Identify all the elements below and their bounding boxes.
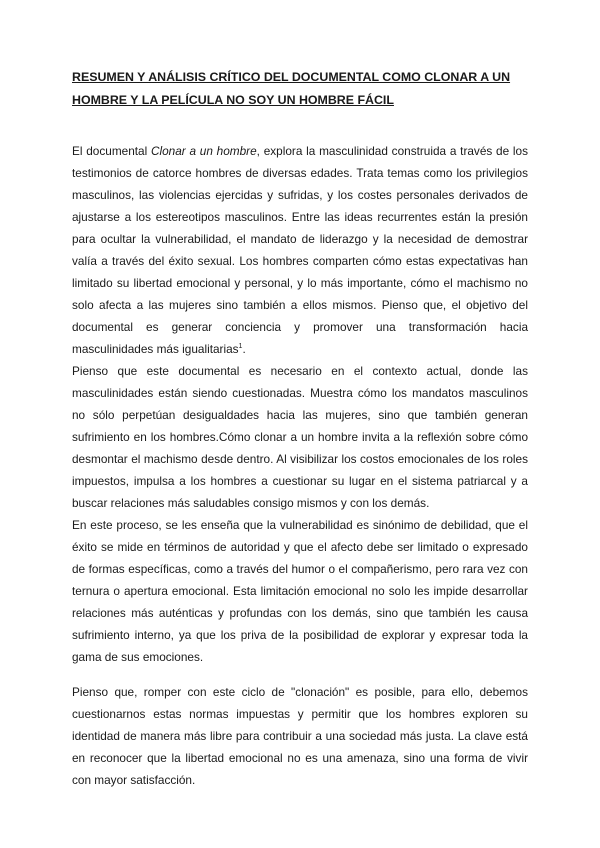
paragraph-1 (72, 140, 528, 360)
paragraph-3: En este proceso, se les enseña que la vulnerabilidad es sinónimo de debilidad, que el éxito se mide en términos de autoridad y que el afecto debe ser limitado o expresado de formas específicas, como a través del humor o el compañerismo, pero rara vez con ternura o apertura emocional. Esta limitación emocional no solo les impide desarrollar relaciones más auténticas y profundas con los demás, sino que también les causa sufrimiento interno, ya que los priva de la posibilidad de explorar y expresar toda la gama de sus emociones. (72, 518, 528, 664)
paragraph-2: Pienso que este documental es necesario en el contexto actual, donde las masculinidades están siendo cuestionadas. Muestra cómo los mandatos masculinos no sólo perpetúan desigualdades hacia las mujeres, sino que también generan sufrimiento en los hombres.Cómo clonar a un hombre invita a la reflexión sobre cómo desmontar el machismo desde dentro. Al visibilizar los costos emocionales de los roles impuestos, impulsa a los hombres a cuestionar su lugar en el sistema patriarcal y a buscar relaciones más saludables consigo mismos y con los demás. (72, 364, 528, 510)
document-title: RESUMEN Y ANÁLISIS CRÍTICO DEL DOCUMENTAL COMO CLONAR A UN HOMBRE Y LA PELÍCULA NO SOY UN HOMBRE FÁCIL (72, 70, 511, 107)
documentary-title-italic: Clonar a un hombre (150, 144, 257, 158)
paragraph-1-end: . (242, 342, 246, 356)
paragraph-4: Pienso que, romper con este ciclo de "clonación" es posible, para ello, debemos cuestionarnos estas normas impuestas y permitir que los hombres exploren su identidad de manera más libre para contribuir a una sociedad más justa. La clave está en reconocer que la libertad emocional no es una amenaza, sino una forma de vivir con mayor satisfacción. (72, 685, 528, 787)
paragraph-1-text: , explora la masculinidad construida a través de los testimonios de catorce hombres de diversas edades. Trata temas como los privilegios masculinos, las violencias ejercidas y sufridas, y los costes personales derivados de ajustarse a los estereotipos masculinos. Entre las ideas recurrentes están la presión para ocultar la vulnerabilidad, el mandato de liderazgo y la necesidad de demostrar valía a través del éxito sexual. Los hombres comparten cómo estas expectativas han limitado su libertad emocional y personal, y lo más importante, cómo el machismo no solo afecta a las mujeres sino también a ellos mismos. Pienso que, el objetivo del documental es generar conciencia y promover una transformación hacia masculinidades más igualitarias (72, 144, 528, 356)
paragraph-1-lead: El documental (72, 144, 151, 158)
document-page (72, 66, 528, 791)
footnote-marker: 1 (238, 343, 243, 351)
